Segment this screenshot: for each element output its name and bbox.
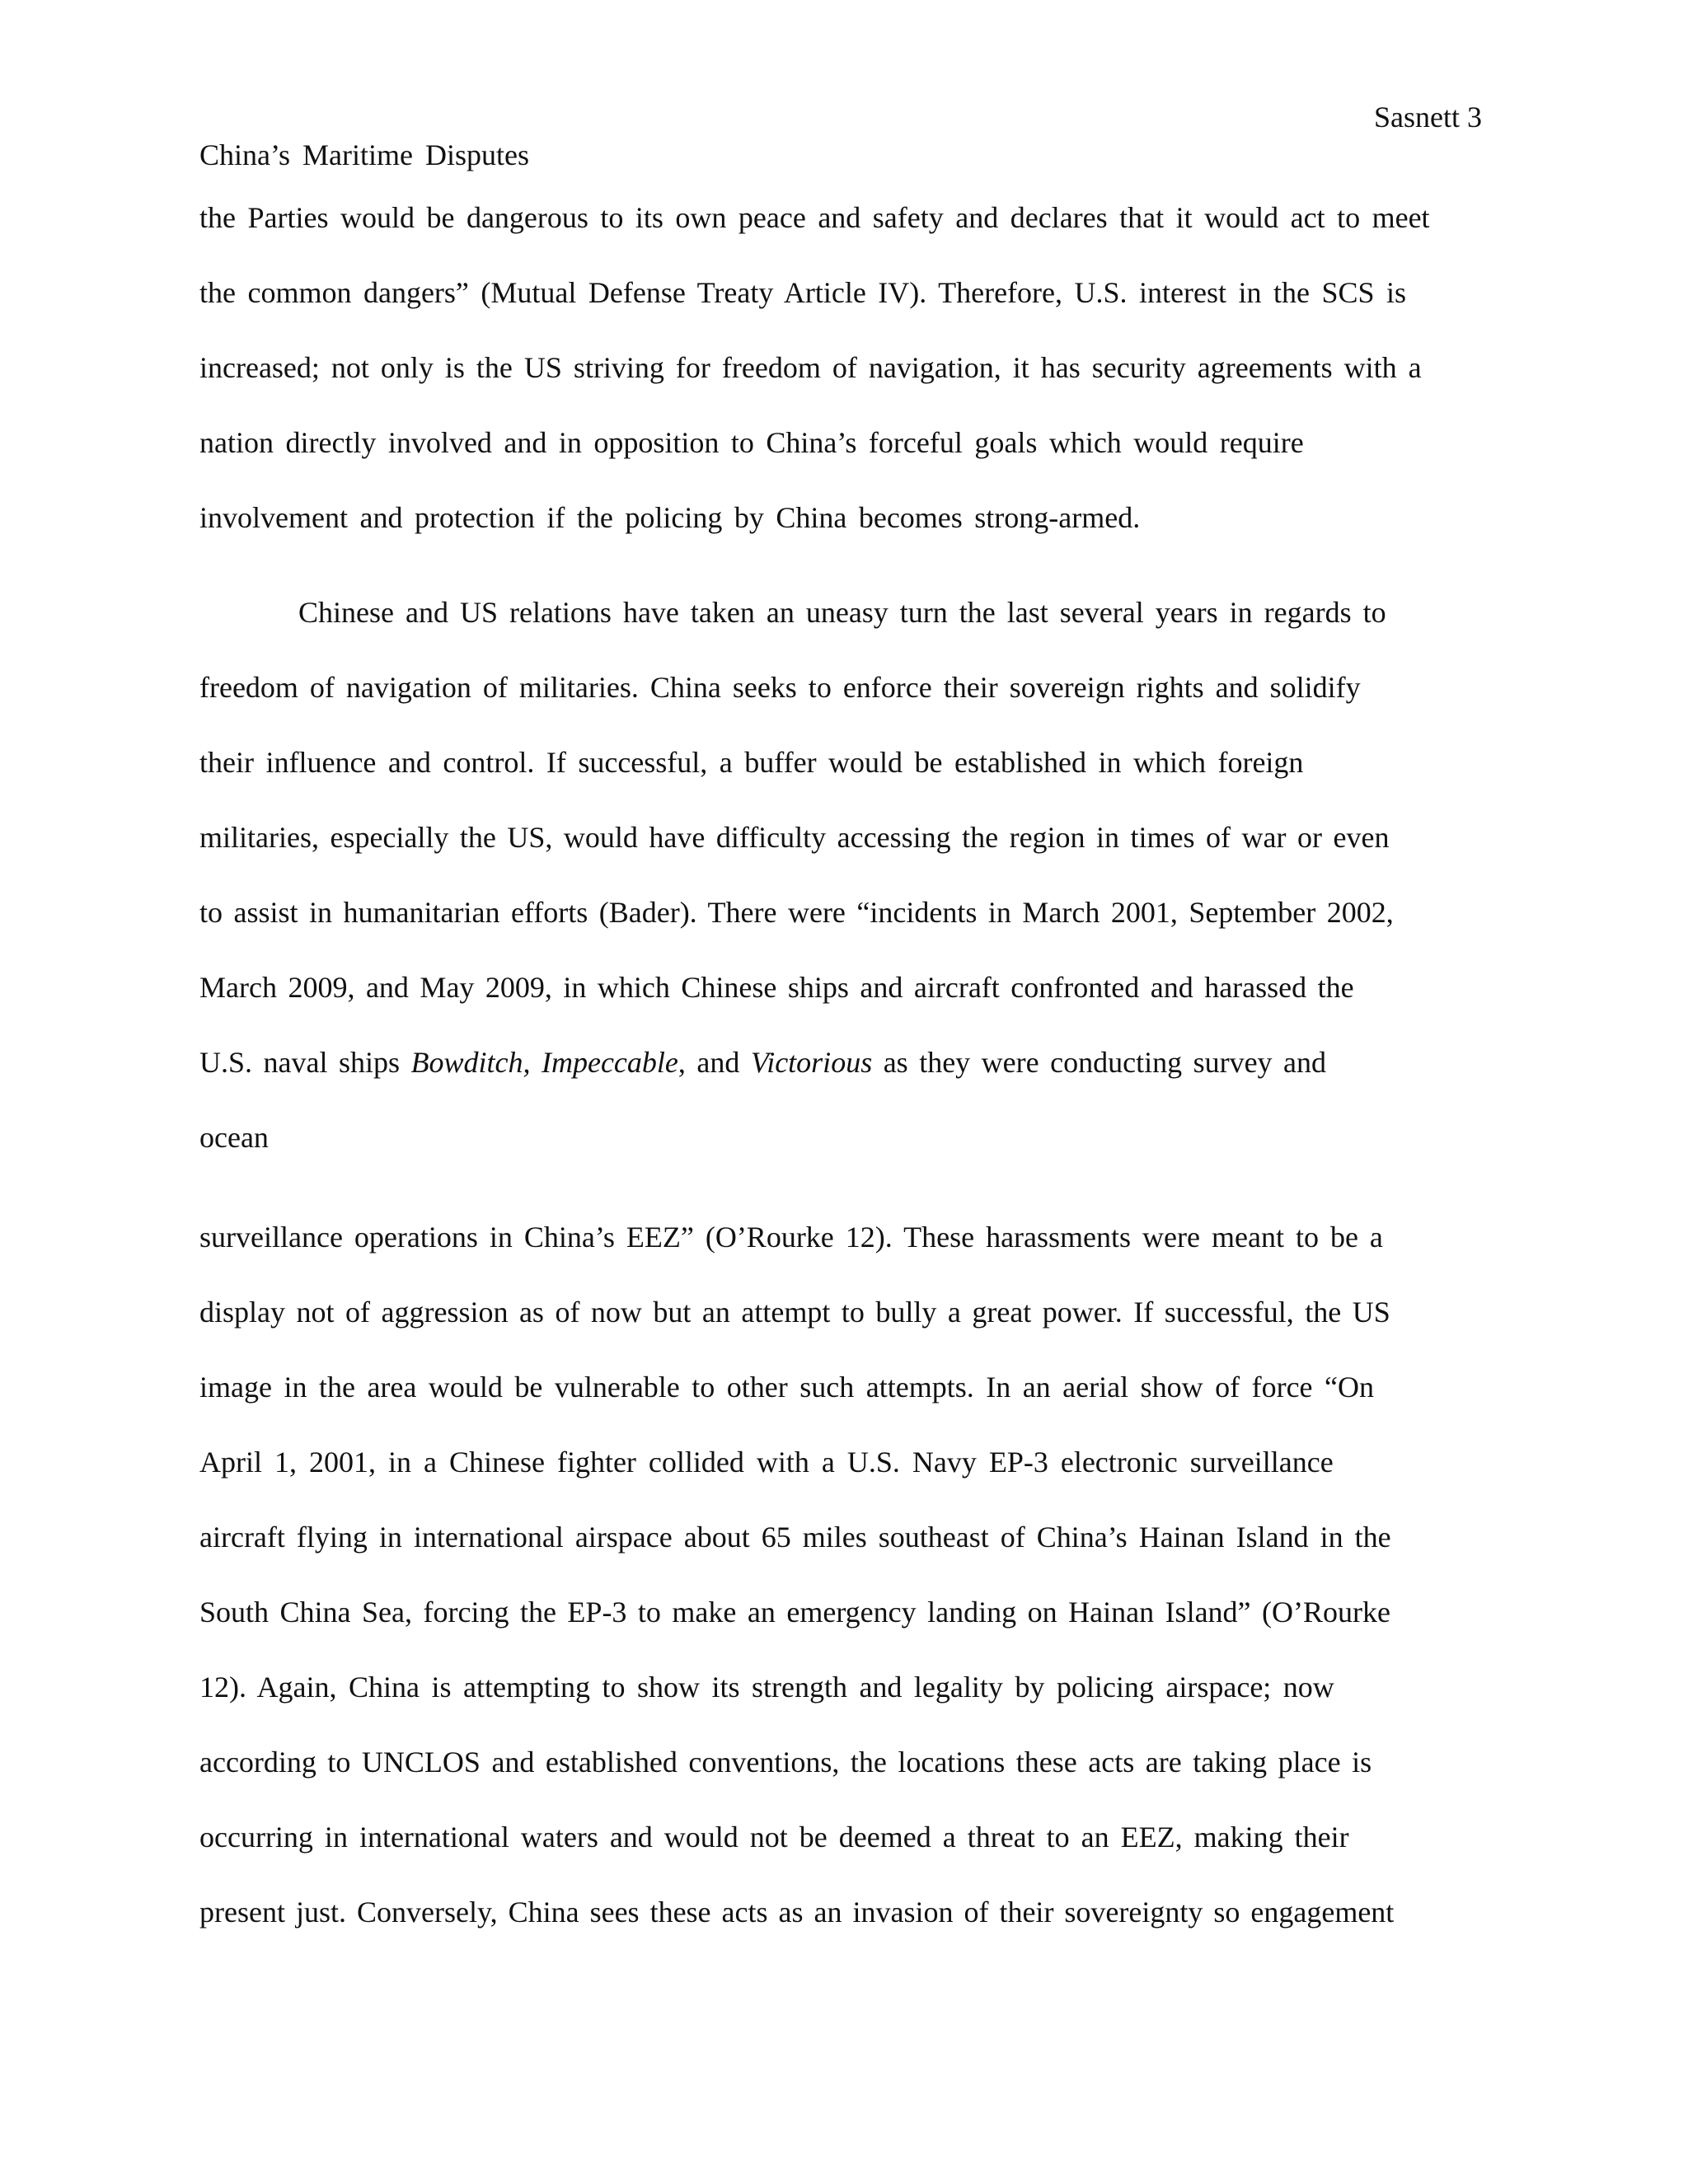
running-title: China’s Maritime Disputes [199, 138, 529, 171]
paragraph-first-line: Chinese and US relations have taken an uneasy turn the last several years in regards to [298, 596, 1386, 629]
body-text-line: aircraft flying in international airspace about 65 miles southeast of China’s Hainan Island in the [199, 1521, 1391, 1554]
body-text-line: occurring in international waters and would not be deemed a threat to an EEZ, making their [199, 1821, 1349, 1854]
body-text-line: April 1, 2001, in a Chinese fighter collided with a U.S. Navy EP-3 electronic surveillance [199, 1446, 1334, 1479]
body-text-line: display not of aggression as of now but an attempt to bully a great power. If successful, the US [199, 1296, 1390, 1329]
text-run: as they were conducting survey and [872, 1046, 1327, 1079]
body-text-line: South China Sea, forcing the EP-3 to make an emergency landing on Hainan Island” (O’Rourke [199, 1596, 1390, 1629]
italic-ship-name: Victorious [750, 1046, 873, 1079]
body-text-line: the common dangers” (Mutual Defense Treaty Article IV). Therefore, U.S. interest in the SCS is [199, 276, 1407, 309]
text-run: , and [678, 1046, 751, 1079]
body-text-line: nation directly involved and in opposition to China’s forceful goals which would require [199, 426, 1304, 459]
body-text-line: March 2009, and May 2009, in which Chinese ships and aircraft confronted and harassed the [199, 971, 1354, 1004]
body-text-line: freedom of navigation of militaries. China seeks to enforce their sovereign rights and solidify [199, 671, 1361, 704]
body-text-line: 12). Again, China is attempting to show its strength and legality by policing airspace; now [199, 1671, 1334, 1704]
body-text-line: image in the area would be vulnerable to other such attempts. In an aerial show of force “On [199, 1371, 1375, 1404]
body-text-line: according to UNCLOS and established conventions, the locations these acts are taking place is [199, 1746, 1372, 1779]
text-run: U.S. naval ships [199, 1046, 411, 1079]
page-header-author-page: Sasnett 3 [1374, 101, 1482, 134]
body-text-line: ocean [199, 1121, 269, 1154]
body-text-line: increased; not only is the US striving for freedom of navigation, it has security agreements with a [199, 351, 1422, 384]
body-text-line: their influence and control. If successful, a buffer would be established in which foreign [199, 746, 1304, 779]
body-text-line: surveillance operations in China’s EEZ” (O’Rourke 12). These harassments were meant to be a [199, 1221, 1383, 1254]
body-text-line: involvement and protection if the policing by China becomes strong-armed. [199, 501, 1141, 534]
body-text-line: to assist in humanitarian efforts (Bader). There were “incidents in March 2001, September 2002, [199, 896, 1394, 929]
italic-ship-names: Bowditch, Impeccable [410, 1046, 678, 1079]
body-text-line: militaries, especially the US, would have difficulty accessing the region in times of war or even [199, 821, 1390, 854]
body-text-line: the Parties would be dangerous to its own peace and safety and declares that it would act to meet [199, 201, 1430, 234]
body-text-line-with-ship-names [199, 1043, 1326, 1082]
body-text-line: present just. Conversely, China sees these acts as an invasion of their sovereignty so engagement [199, 1896, 1395, 1929]
